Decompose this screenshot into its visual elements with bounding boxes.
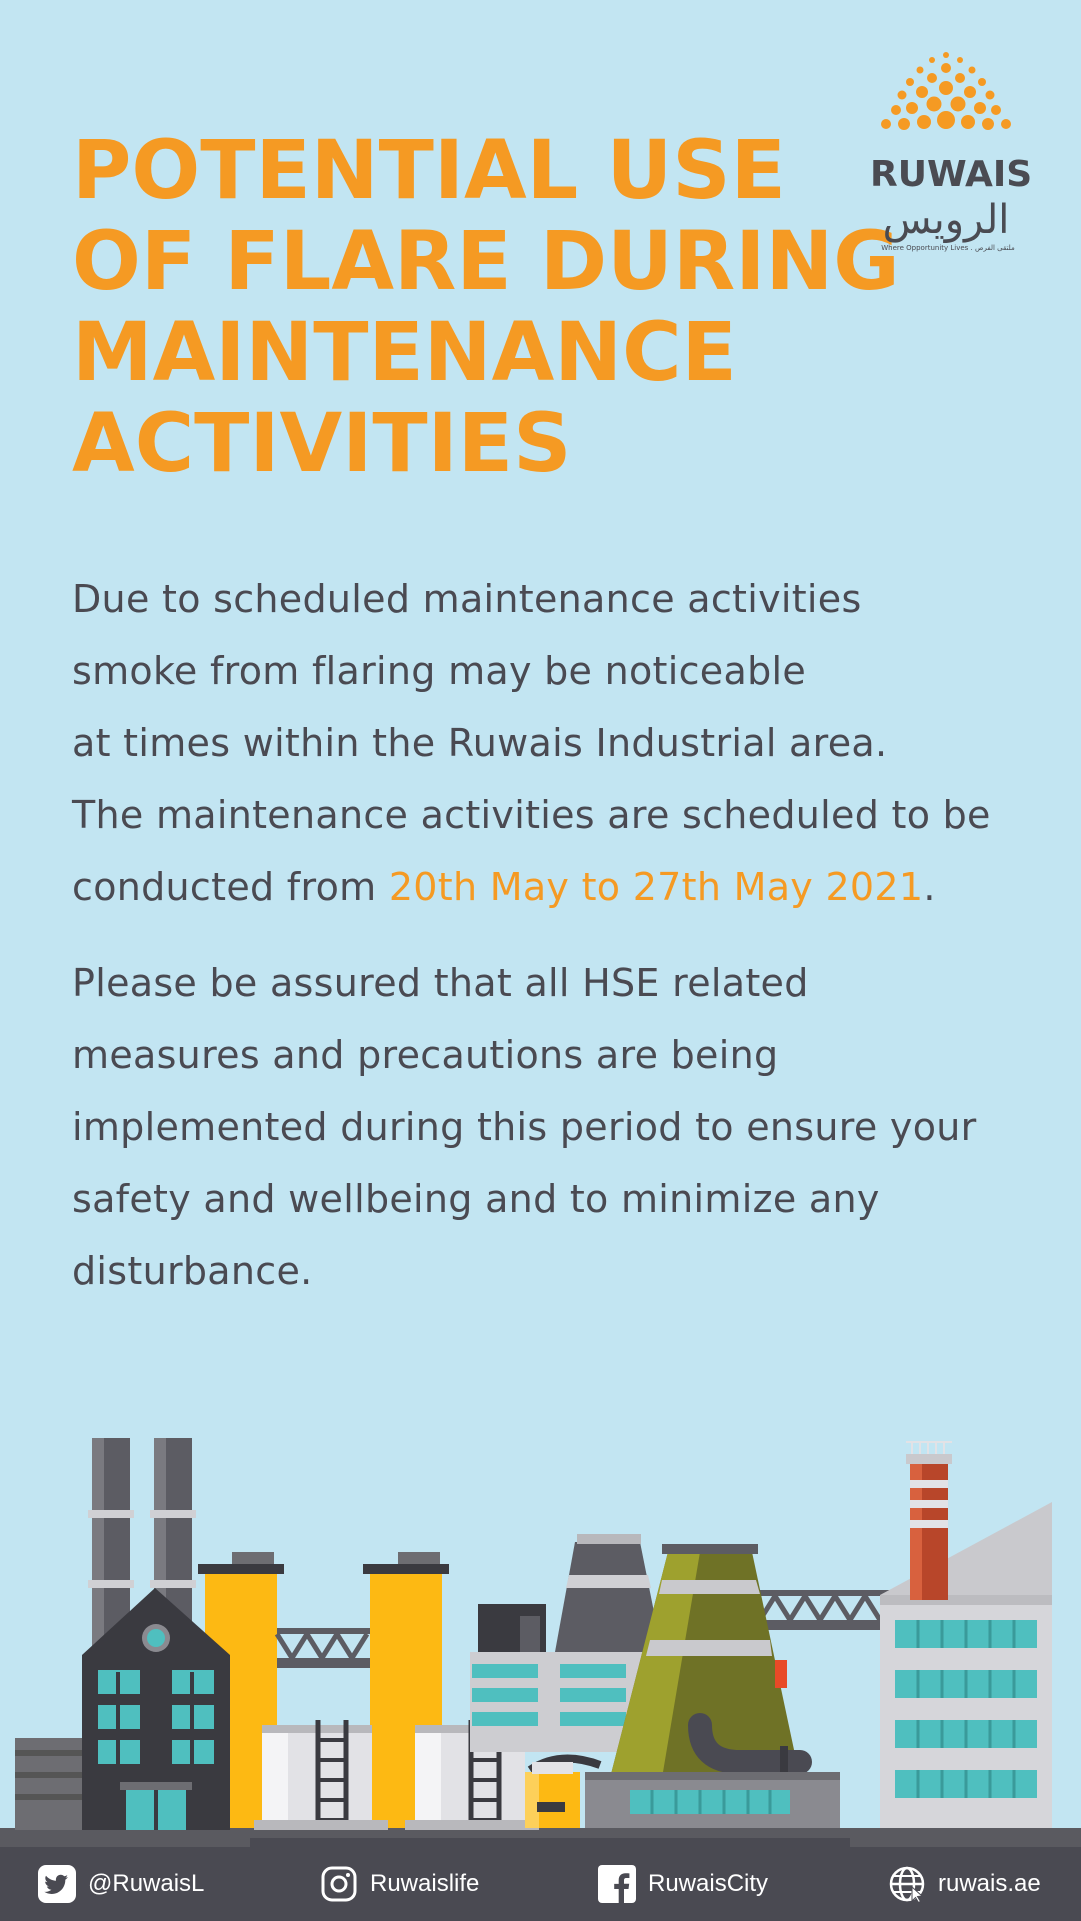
paragraph-line: The maintenance activities are scheduled to be — [72, 793, 991, 837]
website-url: ruwais.ae — [938, 1870, 1041, 1897]
title-line: OF FLARE DURING — [72, 215, 900, 309]
paragraph-line: Due to scheduled maintenance activities — [72, 577, 862, 621]
instagram-icon — [320, 1865, 358, 1903]
paragraph-line — [72, 851, 1032, 923]
notice-paragraph — [72, 563, 1032, 923]
page-title — [72, 124, 900, 491]
paragraph-line: implemented during this period to ensure your — [72, 1105, 977, 1149]
date-suffix: . — [923, 865, 936, 909]
logo-name-arabic: الرويس — [882, 197, 1010, 243]
twitter-handle: @RuwaisL — [88, 1870, 205, 1897]
title-line: MAINTENANCE — [72, 306, 737, 400]
paragraph-line: Please be assured that all HSE related — [72, 961, 809, 1005]
paragraph-line: at times within the Ruwais Industrial area. — [72, 721, 888, 765]
paragraph-line: safety and wellbeing and to minimize any — [72, 1177, 880, 1221]
title-line: POTENTIAL USE — [72, 124, 786, 218]
twitter-icon — [38, 1865, 76, 1903]
website-link[interactable] — [888, 1847, 1041, 1921]
paragraph-line: disturbance. — [72, 1249, 313, 1293]
logo-name: RUWAIS — [870, 154, 1033, 195]
facebook-handle: RuwaisCity — [648, 1870, 769, 1897]
paragraph-line: smoke from flaring may be noticeable — [72, 649, 807, 693]
logo-tagline: Where Opportunity Lives . ملتقى الفرص — [881, 244, 1015, 252]
title-line: ACTIVITIES — [72, 397, 572, 491]
ruwais-logo — [870, 48, 1033, 258]
footer-bar — [0, 1847, 1081, 1921]
twitter-link[interactable] — [38, 1847, 204, 1921]
assurance-paragraph — [72, 947, 1032, 1307]
instagram-handle: Ruwaislife — [370, 1870, 480, 1897]
industrial-illustration — [0, 1420, 1081, 1852]
sunburst-dots-icon — [870, 48, 1030, 138]
date-prefix: conducted from — [72, 865, 389, 909]
facebook-icon — [598, 1865, 636, 1903]
paragraph-line: measures and precautions are being — [72, 1033, 779, 1077]
date-range: 20th May to 27th May 2021 — [388, 865, 924, 909]
instagram-link[interactable] — [320, 1847, 479, 1921]
globe-icon — [888, 1865, 926, 1903]
facebook-link[interactable] — [598, 1847, 768, 1921]
